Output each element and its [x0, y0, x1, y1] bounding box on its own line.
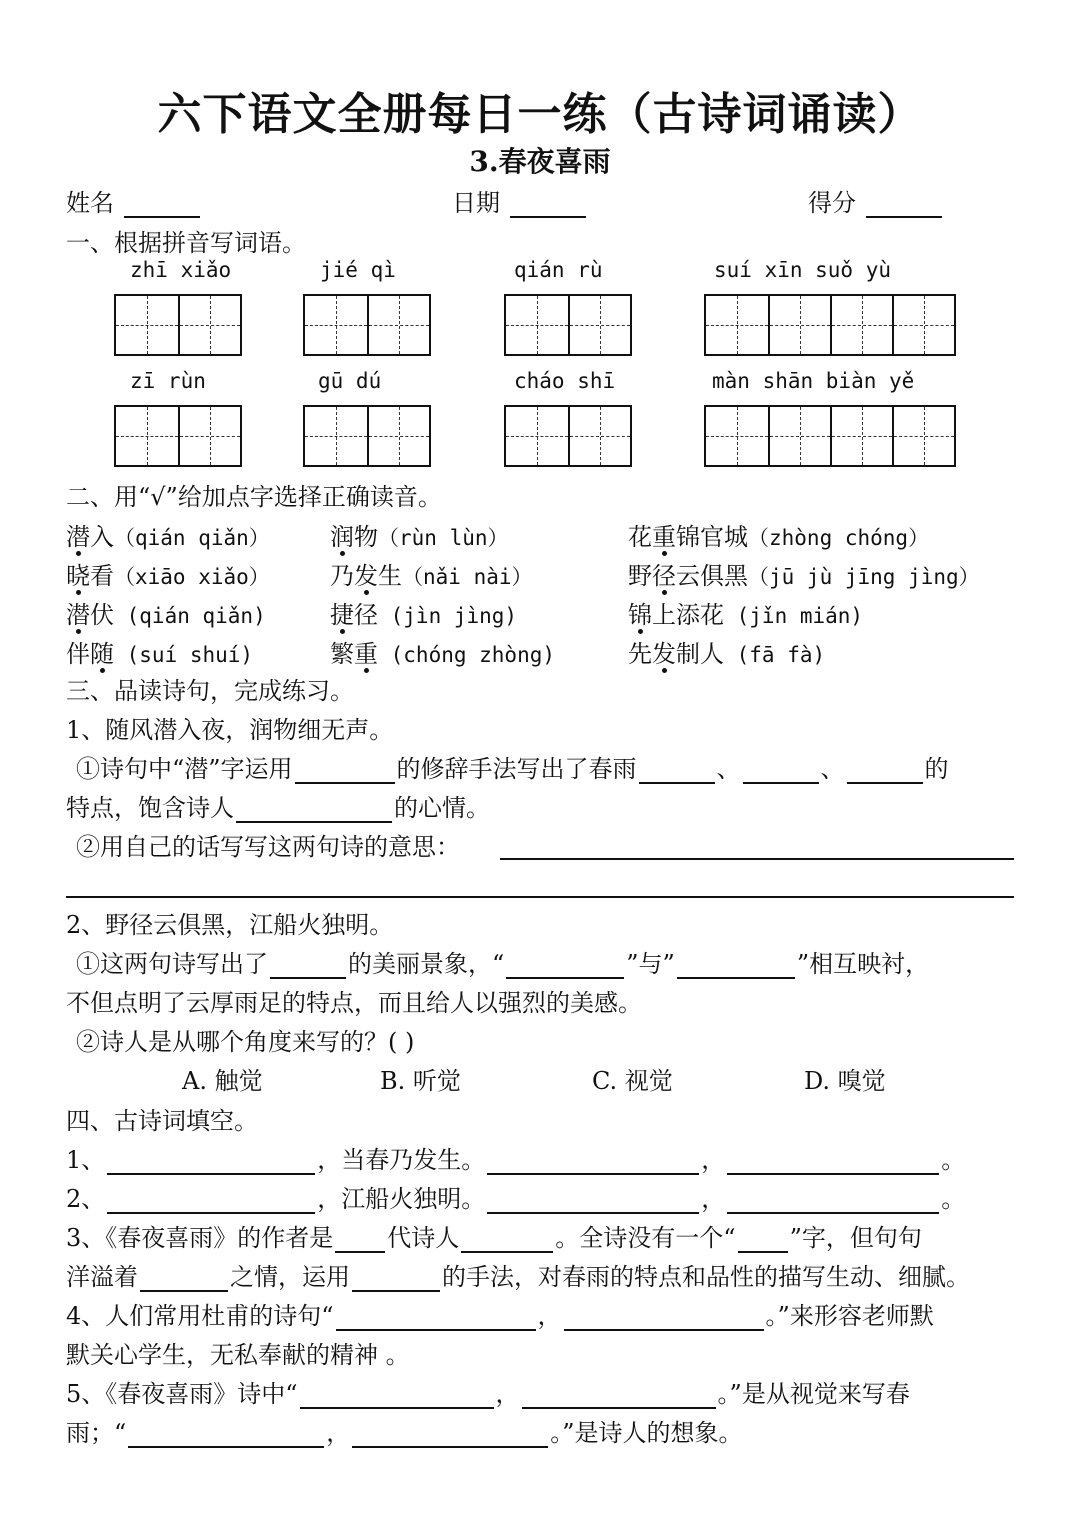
score-field[interactable]: [808, 188, 944, 218]
pinyin-label: màn shān biàn yě: [712, 369, 915, 393]
section1-heading: 一、根据拼音写词语。: [66, 229, 306, 257]
pronunciation-item[interactable]: 先发制人 (fā fà): [628, 640, 826, 668]
pinyin-label: jié qì: [320, 258, 396, 282]
answer-blank[interactable]: [461, 1227, 553, 1253]
pronunciation-item[interactable]: 润物（rùn lùn）: [330, 523, 509, 551]
pronunciation-item[interactable]: 捷径 (jìn jìng): [330, 601, 518, 629]
answer-blank[interactable]: [727, 1149, 939, 1175]
pinyin-label: gū dú: [318, 369, 382, 393]
pronunciation-item[interactable]: 锦上添花 (jǐn mián): [628, 601, 864, 629]
answer-blank[interactable]: [352, 1422, 548, 1448]
pinyin-label: qián rù: [514, 258, 603, 282]
answer-line[interactable]: [500, 858, 1014, 860]
section2-heading: 二、用“√”给加点字选择正确读音。: [66, 483, 442, 511]
answer-blank[interactable]: [564, 1305, 764, 1331]
pinyin-label: cháo shī: [514, 369, 616, 393]
question-3-2-a-cont: 不但点明了云厚雨足的特点，而且给人以强烈的美感。: [66, 989, 642, 1017]
answer-blank[interactable]: [140, 1266, 228, 1292]
pronunciation-item[interactable]: 伴随 (suí shuí): [66, 640, 254, 668]
answer-blank[interactable]: [128, 1422, 324, 1448]
date-field[interactable]: [452, 188, 588, 218]
answer-blank[interactable]: [677, 953, 795, 979]
writing-grid[interactable]: [303, 294, 431, 356]
answer-line[interactable]: [66, 896, 1014, 898]
question-3-2: 2、野径云俱黑，江船火独明。: [66, 911, 394, 939]
answer-blank[interactable]: [336, 1305, 536, 1331]
choice-d[interactable]: D. 嗅觉: [804, 1067, 886, 1095]
writing-grid[interactable]: [303, 405, 431, 467]
choice-b[interactable]: B. 听觉: [380, 1067, 461, 1095]
pronunciation-item[interactable]: 潜伏 (qián qiǎn): [66, 601, 266, 629]
choice-a[interactable]: A. 触觉: [182, 1067, 263, 1095]
section4-heading: 四、古诗词填空。: [66, 1107, 258, 1135]
fill-question-3: 3、《春夜喜雨》的作者是 代诗人 。全诗没有一个“ ”字，但句句: [66, 1224, 922, 1252]
name-blank[interactable]: [124, 192, 200, 218]
fill-question-5-cont: 雨；“ ， 。”是诗人的想象。: [66, 1419, 743, 1447]
fill-line-2: 2、 ，江船火独明。 ， 。: [66, 1185, 966, 1213]
answer-blank[interactable]: [107, 1149, 315, 1175]
question-3-2-b: ②诗人是从哪个角度来写的？( ): [76, 1028, 415, 1056]
name-label: 姓名: [66, 189, 114, 217]
answer-blank[interactable]: [107, 1188, 315, 1214]
fill-question-4: 4、人们常用杜甫的诗句“ ， 。”来形容老师默: [66, 1302, 934, 1330]
lesson-title: 3.春夜喜雨: [469, 145, 611, 178]
date-label: 日期: [452, 189, 500, 217]
writing-grid[interactable]: [704, 294, 956, 356]
writing-grid[interactable]: [704, 405, 956, 467]
page-title: 六下语文全册每日一练（古诗词诵读）: [157, 89, 923, 140]
pronunciation-item[interactable]: 晓看（xiāo xiǎo）: [66, 562, 270, 590]
answer-blank[interactable]: [300, 1383, 494, 1409]
writing-grid[interactable]: [114, 294, 242, 356]
pinyin-label: zī rùn: [130, 369, 206, 393]
answer-blank[interactable]: [847, 758, 923, 784]
answer-blank[interactable]: [727, 1188, 939, 1214]
fill-question-3-cont: 洋溢着 之情，运用 的手法，对春雨的特点和品性的描写生动、细腻。: [66, 1263, 970, 1291]
writing-grid[interactable]: [504, 294, 632, 356]
fill-question-5: 5、《春夜喜雨》诗中“ ， 。”是从视觉来写春: [66, 1380, 910, 1408]
answer-blank[interactable]: [639, 758, 715, 784]
question-3-2-a: ①这两句诗写出了 的美丽景象，“ ”与” ”相互映衬，: [76, 950, 930, 978]
answer-blank[interactable]: [487, 1149, 699, 1175]
writing-grid[interactable]: [114, 405, 242, 467]
score-label: 得分: [808, 189, 856, 217]
answer-blank[interactable]: [335, 1227, 385, 1253]
answer-blank[interactable]: [506, 953, 624, 979]
answer-blank[interactable]: [522, 1383, 716, 1409]
answer-blank[interactable]: [270, 953, 346, 979]
date-blank[interactable]: [510, 192, 586, 218]
question-3-1-b: ②用自己的话写写这两句诗的意思：: [76, 833, 460, 861]
writing-grid[interactable]: [504, 405, 632, 467]
choice-c[interactable]: C. 视觉: [592, 1067, 673, 1095]
answer-blank[interactable]: [352, 1266, 440, 1292]
answer-blank[interactable]: [236, 797, 392, 823]
pronunciation-item[interactable]: 繁重 (chóng zhòng): [330, 640, 556, 668]
fill-question-4-cont: 默关心学生，无私奉献的精神 。: [66, 1341, 410, 1369]
answer-blank[interactable]: [487, 1188, 699, 1214]
pronunciation-item[interactable]: 野径云俱黑（jū jù jīng jìng）: [628, 562, 980, 590]
question-3-1-a-cont: 特点，饱含诗人 的心情。: [66, 794, 490, 822]
pronunciation-item[interactable]: 花重锦官城（zhòng chóng）: [628, 523, 930, 551]
fill-line-1: 1、 ，当春乃发生。 ， 。: [66, 1146, 966, 1174]
section3-heading: 三、品读诗句，完成练习。: [66, 677, 354, 705]
name-field[interactable]: [66, 188, 202, 218]
question-3-1: 1、随风潜入夜，润物细无声。: [66, 716, 394, 744]
pronunciation-item[interactable]: 乃发生（nǎi nài）: [330, 562, 533, 590]
answer-blank[interactable]: [743, 758, 819, 784]
score-blank[interactable]: [866, 192, 942, 218]
pinyin-label: zhī xiǎo: [130, 258, 232, 282]
question-3-1-a: ①诗句中“潜”字运用 的修辞手法写出了春雨 、 、 的: [76, 755, 949, 783]
answer-blank[interactable]: [738, 1227, 788, 1253]
answer-blank[interactable]: [295, 758, 395, 784]
pinyin-label: suí xīn suǒ yù: [714, 258, 892, 282]
pronunciation-item[interactable]: 潜入（qián qiǎn）: [66, 523, 270, 551]
